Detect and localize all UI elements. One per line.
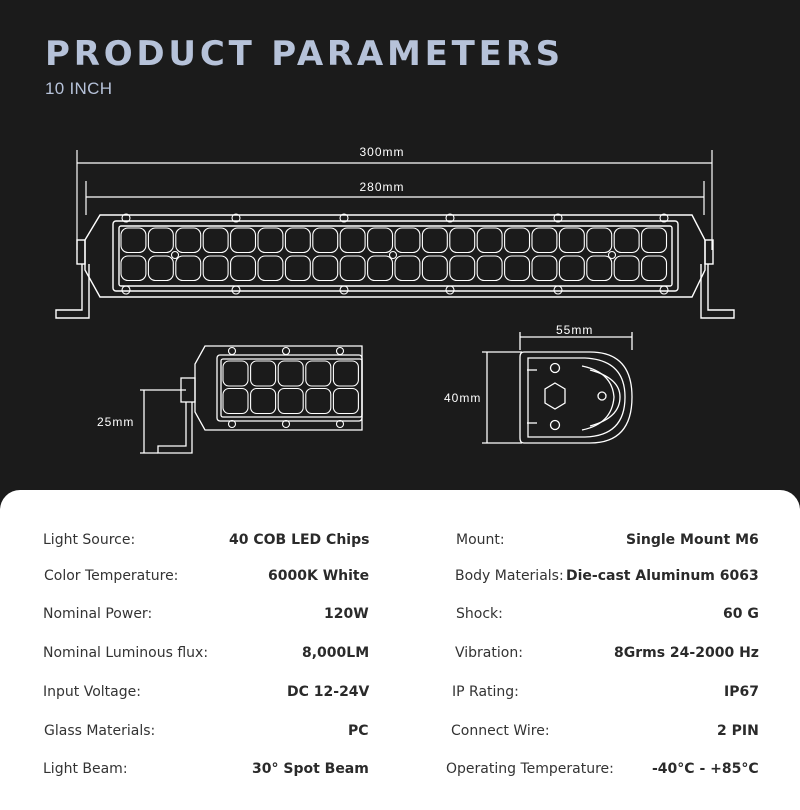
led-chip	[587, 256, 612, 281]
specs-panel	[0, 490, 800, 810]
led-chip	[231, 228, 256, 253]
screw	[660, 286, 668, 294]
screw	[232, 286, 240, 294]
led-chip	[587, 228, 612, 253]
led-chip	[559, 256, 584, 281]
led-chip	[258, 256, 283, 281]
led-chip	[223, 389, 248, 414]
page-title: PRODUCT PARAMETERS	[45, 34, 564, 74]
screw	[172, 252, 179, 259]
led-chip	[306, 361, 331, 386]
led-chip	[422, 228, 447, 253]
led-chip	[148, 256, 173, 281]
spec-value: Die-cast Aluminum 6063	[566, 568, 759, 584]
led-chip	[278, 361, 303, 386]
led-chip	[251, 389, 276, 414]
led-chip	[313, 256, 338, 281]
led-chip	[121, 228, 146, 253]
led-chip	[148, 228, 173, 253]
spec-label: Shock:	[456, 606, 503, 622]
led-chip	[313, 228, 338, 253]
spec-label: Mount:	[456, 532, 505, 548]
led-chip	[368, 256, 393, 281]
led-chip	[258, 228, 283, 253]
spec-value: 2 PIN	[717, 723, 759, 739]
screw	[337, 348, 344, 355]
spec-value: 60 G	[723, 606, 759, 622]
dimension-body-length: 280mm	[359, 180, 405, 194]
led-chip	[532, 256, 557, 281]
led-chip	[477, 228, 502, 253]
spec-label: Light Beam:	[43, 761, 128, 777]
spec-value: 8,000LM	[302, 645, 370, 661]
led-chip	[559, 228, 584, 253]
led-chip	[333, 389, 358, 414]
led-chip	[340, 256, 365, 281]
led-chip	[450, 228, 475, 253]
led-chip	[285, 256, 310, 281]
spec-label: Light Source:	[43, 532, 136, 548]
led-chip	[306, 389, 331, 414]
spec-label: Glass Materials:	[44, 723, 156, 739]
led-chip	[176, 228, 201, 253]
led-chip	[231, 256, 256, 281]
page-subtitle: 10 INCH	[45, 79, 113, 98]
led-chip	[614, 228, 639, 253]
led-chip	[614, 256, 639, 281]
spec-label: Input Voltage:	[43, 684, 141, 700]
dimension-depth: 55mm	[556, 323, 594, 337]
led-chip	[477, 256, 502, 281]
led-chip	[203, 228, 228, 253]
spec-label: Vibration:	[455, 645, 523, 661]
led-chip	[223, 361, 248, 386]
spec-label: IP Rating:	[452, 684, 519, 700]
led-chip	[395, 228, 420, 253]
spec-label: Body Materials:	[455, 568, 564, 584]
spec-value: -40°C - +85°C	[652, 761, 759, 777]
led-chip	[176, 256, 201, 281]
screw	[283, 348, 290, 355]
led-chip	[505, 256, 530, 281]
spec-label: Nominal Luminous flux:	[43, 645, 209, 661]
led-chip	[505, 228, 530, 253]
spec-value: 40 COB LED Chips	[229, 532, 370, 548]
screw	[122, 286, 130, 294]
led-chip	[285, 228, 310, 253]
spec-label: Operating Temperature:	[446, 761, 614, 777]
screw	[229, 348, 236, 355]
led-chip	[395, 256, 420, 281]
led-chip	[642, 228, 667, 253]
screw	[446, 286, 454, 294]
led-chip	[340, 228, 365, 253]
led-chip	[278, 389, 303, 414]
led-chip	[203, 256, 228, 281]
spec-value: DC 12-24V	[287, 684, 370, 700]
screw	[340, 286, 348, 294]
led-chip	[251, 361, 276, 386]
led-chip	[642, 256, 667, 281]
dimension-mount-height: 25mm	[97, 415, 135, 429]
dimension-height: 40mm	[444, 391, 482, 405]
led-chip	[121, 256, 146, 281]
screw	[554, 286, 562, 294]
led-chip	[532, 228, 557, 253]
led-chip	[422, 256, 447, 281]
spec-value: PC	[348, 723, 369, 739]
dimension-overall-length: 300mm	[359, 145, 405, 159]
spec-value: 8Grms 24-2000 Hz	[614, 645, 759, 661]
led-chip	[333, 361, 358, 386]
spec-label: Color Temperature:	[44, 568, 179, 584]
led-chip	[450, 256, 475, 281]
spec-value: IP67	[724, 684, 759, 700]
spec-value: Single Mount M6	[626, 532, 759, 548]
screw	[390, 252, 397, 259]
light-bar-end-view	[482, 332, 632, 443]
spec-label: Nominal Power:	[43, 606, 153, 622]
screw	[609, 252, 616, 259]
spec-label: Connect Wire:	[451, 723, 550, 739]
spec-value: 6000K White	[268, 568, 370, 584]
led-chip	[368, 228, 393, 253]
spec-value: 120W	[324, 606, 369, 622]
spec-value: 30° Spot Beam	[252, 761, 369, 777]
